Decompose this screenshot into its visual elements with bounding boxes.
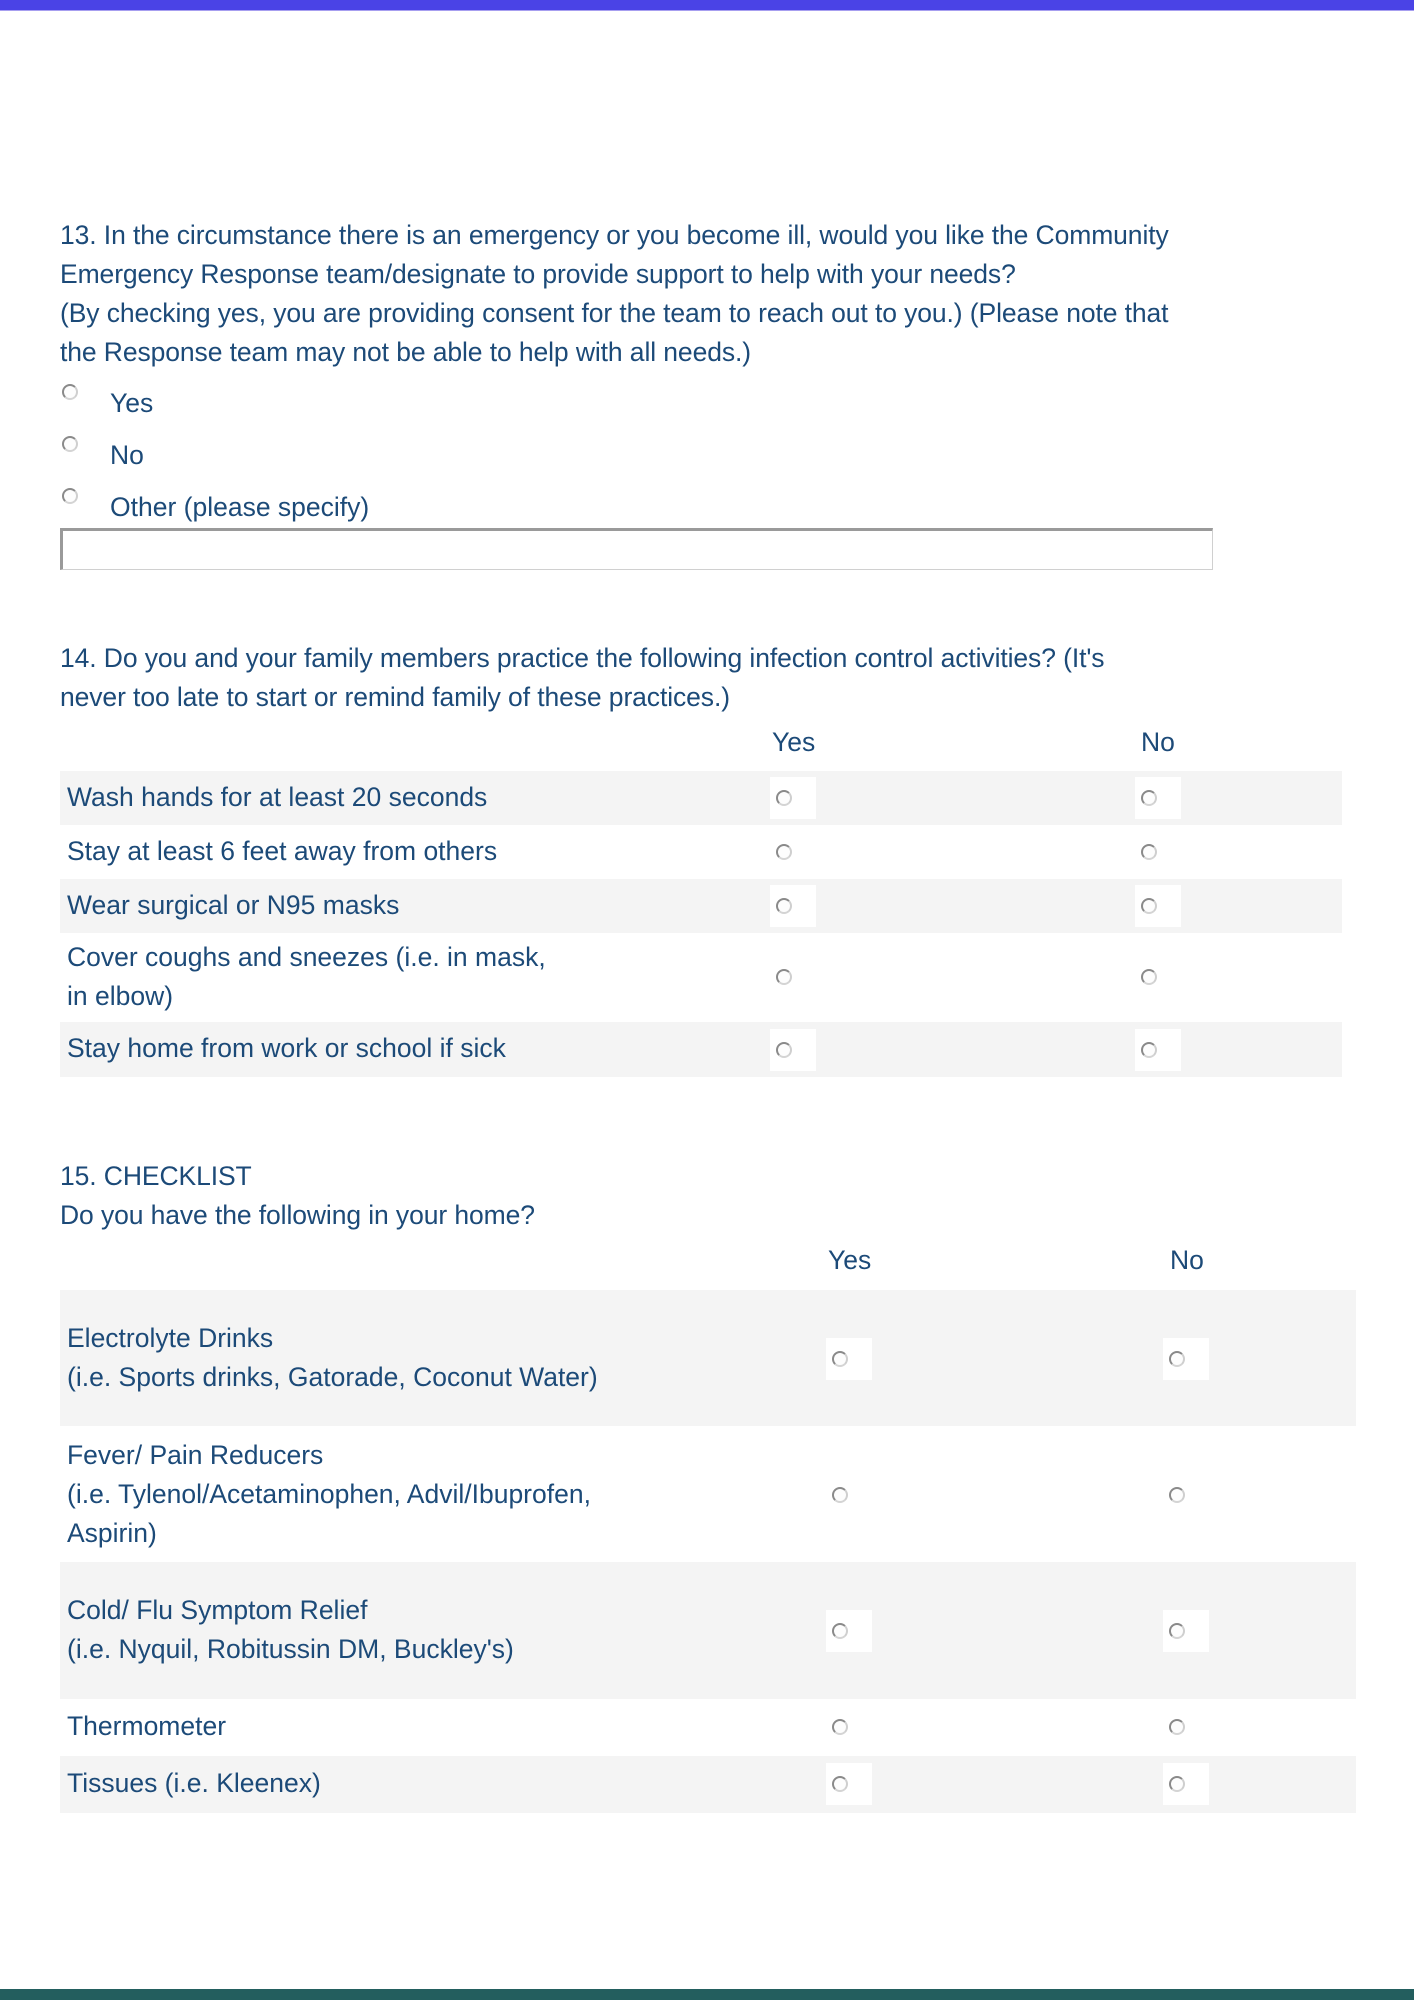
q14-row4-no[interactable] xyxy=(1135,956,1181,998)
question-13-line: 13. In the circumstance there is an emergency or you become ill, would you like the Community xyxy=(60,220,1169,250)
radio-unchecked-icon[interactable] xyxy=(1169,1776,1185,1792)
table-row xyxy=(60,825,1342,879)
option-label: Yes xyxy=(110,388,154,418)
radio-unchecked-icon[interactable] xyxy=(1141,844,1157,860)
q15-row2-yes[interactable] xyxy=(826,1474,872,1516)
radio-unchecked-icon[interactable] xyxy=(1169,1351,1185,1367)
q15-row4-yes[interactable] xyxy=(826,1706,872,1748)
question-13-text xyxy=(60,216,1380,372)
radio-unchecked-icon[interactable] xyxy=(776,844,792,860)
row-label-line: in elbow) xyxy=(67,981,174,1011)
radio-unchecked-icon[interactable] xyxy=(62,384,78,400)
q14-row3-no[interactable] xyxy=(1135,885,1181,927)
table-row xyxy=(60,771,1342,825)
table-row xyxy=(60,1426,1356,1562)
q15-column-no: No xyxy=(1170,1245,1204,1275)
question-15-line: Do you have the following in your home? xyxy=(60,1200,535,1230)
table-row xyxy=(60,1290,1356,1426)
q14-row5-no[interactable] xyxy=(1135,1029,1181,1071)
option-label: Other (please specify) xyxy=(110,492,370,522)
row-label xyxy=(67,1436,591,1553)
radio-unchecked-icon[interactable] xyxy=(832,1487,848,1503)
row-label xyxy=(67,1319,598,1397)
row-label: Stay at least 6 feet away from others xyxy=(67,836,498,866)
q15-row2-no[interactable] xyxy=(1163,1474,1209,1516)
question-15-text xyxy=(60,1157,1060,1235)
row-label: Wear surgical or N95 masks xyxy=(67,890,400,920)
q15-row5-yes[interactable] xyxy=(826,1763,872,1805)
q14-row1-yes[interactable] xyxy=(770,777,816,819)
row-label: Stay home from work or school if sick xyxy=(67,1033,506,1063)
radio-unchecked-icon[interactable] xyxy=(1169,1719,1185,1735)
q14-row4-yes[interactable] xyxy=(770,956,816,998)
row-label-line: Cover coughs and sneezes (i.e. in mask, xyxy=(67,942,546,972)
q14-row1-no[interactable] xyxy=(1135,777,1181,819)
q14-row2-yes[interactable] xyxy=(770,831,816,873)
question-14-line: never too late to start or remind family of these practices.) xyxy=(60,682,730,712)
radio-unchecked-icon[interactable] xyxy=(62,436,78,452)
table-row xyxy=(60,1022,1342,1077)
radio-unchecked-icon[interactable] xyxy=(776,898,792,914)
radio-unchecked-icon[interactable] xyxy=(1169,1487,1185,1503)
q14-column-no: No xyxy=(1141,727,1175,757)
q14-row3-yes[interactable] xyxy=(770,885,816,927)
row-label-line: (i.e. Tylenol/Acetaminophen, Advil/Ibuprofen, xyxy=(67,1479,591,1509)
row-label: Wash hands for at least 20 seconds xyxy=(67,782,488,812)
q14-row2-no[interactable] xyxy=(1135,831,1181,873)
row-label xyxy=(67,1591,514,1669)
q15-row3-no[interactable] xyxy=(1163,1610,1209,1652)
row-label-line: Cold/ Flu Symptom Relief xyxy=(67,1595,368,1625)
question-14-text xyxy=(60,639,1380,717)
row-label-line: Electrolyte Drinks xyxy=(67,1323,274,1353)
radio-unchecked-icon[interactable] xyxy=(62,488,78,504)
radio-unchecked-icon[interactable] xyxy=(1141,969,1157,985)
question-14-line: 14. Do you and your family members practice the following infection control activities? (It's xyxy=(60,643,1105,673)
radio-unchecked-icon[interactable] xyxy=(776,790,792,806)
question-13-line: the Response team may not be able to help with all needs.) xyxy=(60,337,751,367)
top-accent-bar xyxy=(0,0,1414,11)
q15-row1-yes[interactable] xyxy=(826,1338,872,1380)
table-row xyxy=(60,1756,1356,1813)
row-label-line: Fever/ Pain Reducers xyxy=(67,1440,324,1470)
radio-unchecked-icon[interactable] xyxy=(1141,1042,1157,1058)
row-label xyxy=(67,938,546,1016)
q15-column-yes: Yes xyxy=(828,1245,872,1275)
q14-column-yes: Yes xyxy=(772,727,816,757)
row-label-line: Aspirin) xyxy=(67,1518,157,1548)
question-15-title: 15. CHECKLIST xyxy=(60,1161,252,1191)
table-row xyxy=(60,879,1342,933)
radio-unchecked-icon[interactable] xyxy=(776,969,792,985)
radio-unchecked-icon[interactable] xyxy=(1169,1623,1185,1639)
q15-row1-no[interactable] xyxy=(1163,1338,1209,1380)
row-label: Thermometer xyxy=(67,1711,227,1741)
q15-row4-no[interactable] xyxy=(1163,1706,1209,1748)
question-13-line: (By checking yes, you are providing consent for the team to reach out to you.) (Please note that xyxy=(60,298,1169,328)
radio-unchecked-icon[interactable] xyxy=(832,1776,848,1792)
table-row xyxy=(60,1699,1356,1756)
q14-row5-yes[interactable] xyxy=(770,1029,816,1071)
radio-unchecked-icon[interactable] xyxy=(776,1042,792,1058)
radio-unchecked-icon[interactable] xyxy=(832,1719,848,1735)
radio-unchecked-icon[interactable] xyxy=(1141,898,1157,914)
row-label-line: (i.e. Nyquil, Robitussin DM, Buckley's) xyxy=(67,1634,514,1664)
radio-unchecked-icon[interactable] xyxy=(1141,790,1157,806)
q15-row3-yes[interactable] xyxy=(826,1610,872,1652)
q15-row5-no[interactable] xyxy=(1163,1763,1209,1805)
other-specify-input[interactable] xyxy=(60,528,1213,570)
bottom-accent-bar xyxy=(0,1989,1414,2000)
question-13-line: Emergency Response team/designate to provide support to help with your needs? xyxy=(60,259,1016,289)
radio-unchecked-icon[interactable] xyxy=(832,1623,848,1639)
radio-unchecked-icon[interactable] xyxy=(832,1351,848,1367)
table-row xyxy=(60,1562,1356,1699)
option-label: No xyxy=(110,440,144,470)
row-label: Tissues (i.e. Kleenex) xyxy=(67,1768,321,1798)
row-label-line: (i.e. Sports drinks, Gatorade, Coconut Water) xyxy=(67,1362,598,1392)
table-row xyxy=(60,933,1342,1022)
